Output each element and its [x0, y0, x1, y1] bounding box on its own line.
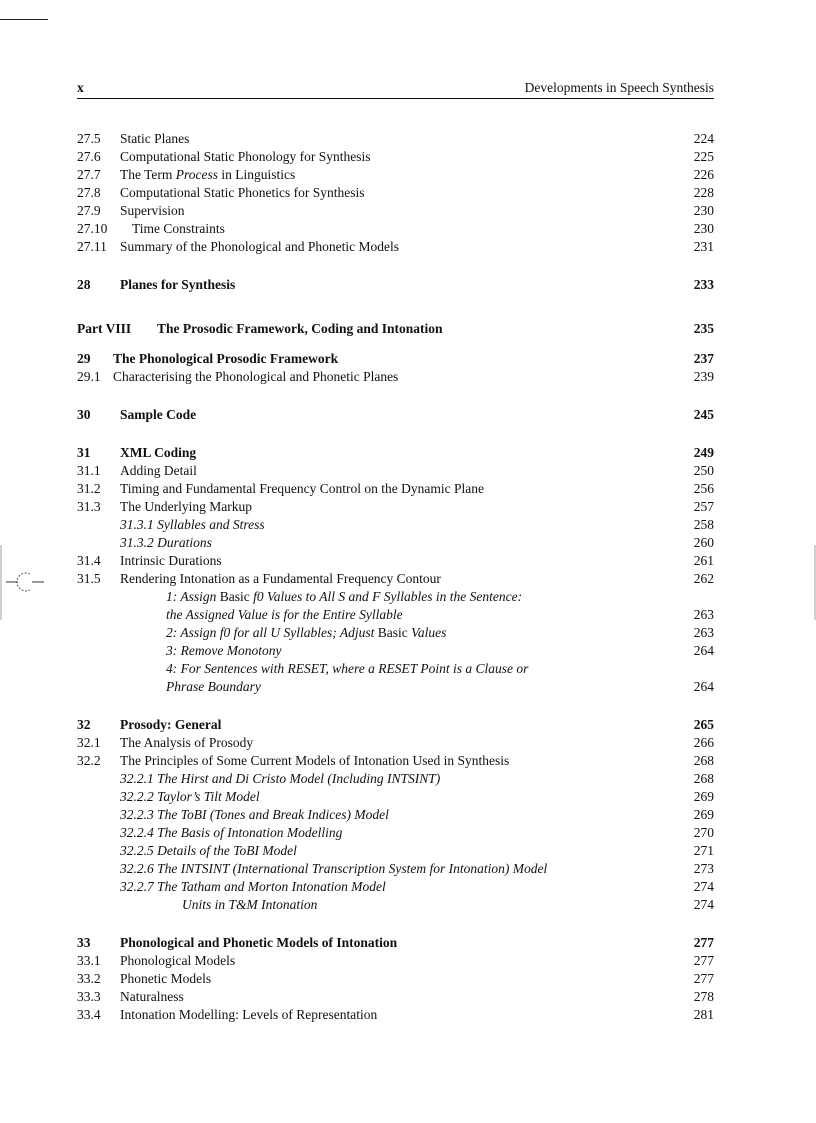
toc-step-4a: 4: For Sentences with RESET, where a RESET Point is a Clause or: [166, 661, 529, 676]
toc-entry: 27.8 Computational Static Phonetics for Synthesis 228: [77, 185, 714, 200]
toc-entry: 29.1 Characterising the Phonological and Phonetic Planes 239: [77, 369, 714, 384]
crop-mark-left: [0, 545, 2, 620]
toc-step-1b: the Assigned Value is for the Entire Syllable 263: [166, 607, 714, 622]
toc-entry: 32.2 The Principles of Some Current Models of Intonation Used in Synthesis 268: [77, 753, 714, 768]
running-title: Developments in Speech Synthesis: [524, 80, 714, 95]
toc-entry: 27.10 Time Constraints 230: [77, 221, 714, 236]
toc-subentry: 32.2.6 The INTSINT (International Transcription System for Intonation) Model 273: [120, 861, 714, 876]
toc-chapter-32: 32 Prosody: General 265: [77, 717, 714, 732]
toc-subentry: 31.3.2 Durations 260: [120, 535, 714, 550]
page-number: x: [77, 80, 84, 95]
toc-entry: 31.1 Adding Detail 250: [77, 463, 714, 478]
toc-chapter-30: 30 Sample Code 245: [77, 407, 714, 422]
toc-entry: 31.3 The Underlying Markup 257: [77, 499, 714, 514]
toc-subentry: 32.2.2 Taylor’s Tilt Model 269: [120, 789, 714, 804]
toc-chapter-29: 29 The Phonological Prosodic Framework 237: [77, 351, 714, 366]
toc-entry: 31.2 Timing and Fundamental Frequency Control on the Dynamic Plane 256: [77, 481, 714, 496]
toc-step-2: 2: Assign f0 for all U Syllables; Adjust Basic Values 263: [166, 625, 714, 640]
toc-entry: 31.4 Intrinsic Durations 261: [77, 553, 714, 568]
toc-entry: 33.1 Phonological Models 277: [77, 953, 714, 968]
toc-subentry: 32.2.7 The Tatham and Morton Intonation Model 274: [120, 879, 714, 894]
toc-step-1a: 1: Assign Basic f0 Values to All S and F Syllables in the Sentence:: [166, 589, 523, 604]
toc-entry: 27.9 Supervision 230: [77, 203, 714, 218]
toc-subentry: 32.2.3 The ToBI (Tones and Break Indices) Model 269: [120, 807, 714, 822]
toc-entry: 27.7 The Term Process in Linguistics 226: [77, 167, 714, 182]
toc-subentry: 32.2.1 The Hirst and Di Cristo Model (Including INTSINT) 268: [120, 771, 714, 786]
toc-entry: 33.4 Intonation Modelling: Levels of Representation 281: [77, 1007, 714, 1022]
toc-entry: 27.6 Computational Static Phonology for Synthesis 225: [77, 149, 714, 164]
table-of-contents: [77, 130, 714, 1024]
toc-step-3: 3: Remove Monotony 264: [166, 643, 714, 658]
toc-entry: 33.2 Phonetic Models 277: [77, 971, 714, 986]
registration-mark-icon: [6, 570, 44, 594]
toc-entry: 27.11 Summary of the Phonological and Phonetic Models 231: [77, 239, 714, 254]
toc-entry: 33.3 Naturalness 278: [77, 989, 714, 1004]
toc-step-4b: Phrase Boundary 264: [166, 679, 714, 694]
toc-chapter-31: 31 XML Coding 249: [77, 445, 714, 460]
crop-mark-top: [0, 19, 48, 20]
toc-subentry: 31.3.1 Syllables and Stress 258: [120, 517, 714, 532]
running-header: [77, 80, 714, 99]
toc-subsubentry: Units in T&M Intonation 274: [182, 897, 714, 912]
toc-entry: 31.5 Rendering Intonation as a Fundamental Frequency Contour 262: [77, 571, 714, 586]
toc-subentry: 32.2.5 Details of the ToBI Model 271: [120, 843, 714, 858]
toc-entry: 32.1 The Analysis of Prosody 266: [77, 735, 714, 750]
toc-chapter-28: 28 Planes for Synthesis 233: [77, 277, 714, 292]
toc-part-8: Part VIII The Prosodic Framework, Coding and Intonation 235: [77, 321, 714, 336]
toc-chapter-33: 33 Phonological and Phonetic Models of Intonation 277: [77, 935, 714, 950]
toc-entry: 27.5 Static Planes 224: [77, 131, 714, 146]
toc-subentry: 32.2.4 The Basis of Intonation Modelling 270: [120, 825, 714, 840]
